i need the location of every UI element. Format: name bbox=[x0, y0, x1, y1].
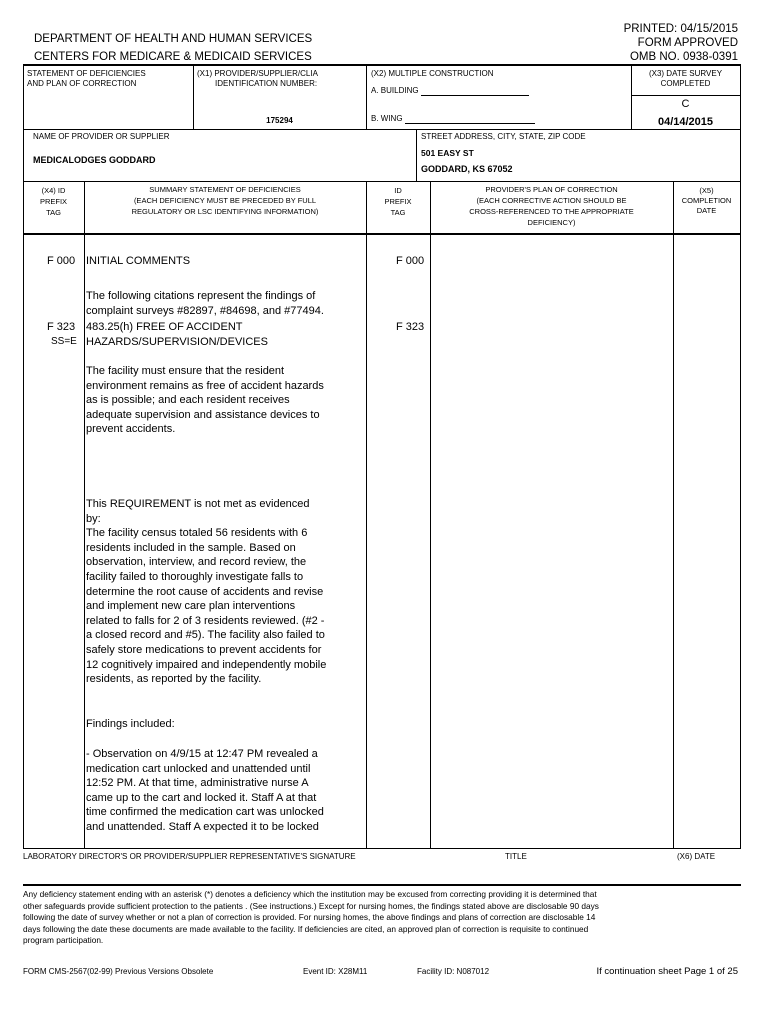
provider-name-label: NAME OF PROVIDER OR SUPPLIER bbox=[33, 132, 170, 141]
col-divider bbox=[366, 181, 367, 848]
rule bbox=[23, 233, 741, 235]
disclaimer-line: following the date of survey whether or not a plan of correction is provided. For nursing homes, the above findings and plans of correction are disclosable 14 bbox=[23, 912, 596, 923]
plan-header-4: DEFICIENCY) bbox=[527, 218, 576, 227]
x2-building-label: A. BUILDING bbox=[371, 86, 419, 95]
findings-included: Findings included: bbox=[86, 718, 175, 730]
x3-label-2: COMPLETED bbox=[660, 79, 711, 88]
x1-label-2: IDENTIFICATION NUMBER: bbox=[215, 79, 318, 88]
text-line: medication cart unlocked and unattended until bbox=[86, 762, 311, 775]
col-divider bbox=[430, 181, 431, 848]
text-line: residents, as reported by the facility. bbox=[86, 673, 262, 686]
facility-id: Facility ID: N087012 bbox=[417, 967, 490, 976]
plan-header-2: (EACH CORRECTIVE ACTION SHOULD BE bbox=[476, 196, 627, 205]
col-divider bbox=[673, 181, 674, 848]
not-met-text bbox=[86, 497, 348, 687]
text-line: The facility must ensure that the resident bbox=[86, 365, 285, 377]
rule bbox=[23, 848, 741, 849]
provider-name: MEDICALODGES GODDARD bbox=[33, 155, 156, 165]
address-label: STREET ADDRESS, CITY, STATE, ZIP CODE bbox=[421, 132, 586, 141]
statement-label-2: AND PLAN OF CORRECTION bbox=[27, 79, 137, 88]
x2-wing-label: B. WING bbox=[371, 114, 403, 123]
rule bbox=[23, 129, 741, 130]
text-line: residents included in the sample. Based on bbox=[86, 541, 296, 554]
provider-id: 175294 bbox=[266, 116, 293, 125]
x2-wing bbox=[371, 114, 535, 124]
city-state-zip: GODDARD, KS 67052 bbox=[421, 164, 513, 174]
f323-title bbox=[86, 320, 348, 349]
summary-header-1: SUMMARY STATEMENT OF DEFICIENCIES bbox=[149, 185, 301, 194]
text-line: related to falls for 2 of 3 residents reviewed. (#2 - bbox=[86, 614, 325, 627]
frame-left bbox=[23, 64, 24, 848]
text-line: a closed record and #5). The facility also failed to bbox=[86, 629, 325, 642]
text-line: time confirmed the medication cart was unlocked bbox=[86, 806, 324, 819]
text-line: and unattended. Staff A expected it to be locked bbox=[86, 820, 319, 833]
id-header-3: TAG bbox=[390, 208, 406, 217]
tag-f323: F 323 bbox=[47, 321, 76, 333]
text-line: complaint surveys #82897, #84698, and #77494. bbox=[86, 304, 324, 317]
text-line: This REQUIREMENT is not met as evidenced bbox=[86, 498, 310, 510]
observation-text bbox=[86, 747, 348, 835]
tag-f000: F 000 bbox=[47, 255, 76, 267]
frame-right bbox=[740, 64, 741, 848]
text-line: determine the root cause of accidents and revise bbox=[86, 585, 324, 598]
agency-line-2: CENTERS FOR MEDICARE & MEDICAID SERVICES bbox=[34, 51, 312, 63]
plan-header-1: PROVIDER'S PLAN OF CORRECTION bbox=[485, 185, 618, 194]
survey-date: 04/14/2015 bbox=[657, 116, 714, 128]
text-line: facility failed to thoroughly investigate falls to bbox=[86, 570, 304, 583]
rule bbox=[23, 181, 741, 182]
text-line: came up to the cart and locked it. Staff A at that bbox=[86, 791, 317, 804]
x3-label-1: (X3) DATE SURVEY bbox=[648, 69, 723, 78]
citations-text bbox=[86, 289, 348, 318]
event-id: Event ID: X28M11 bbox=[303, 967, 368, 976]
x5-header-3: DATE bbox=[696, 206, 717, 215]
x5-header-1: (X5) bbox=[699, 186, 714, 195]
text-line: observation, interview, and record review, the bbox=[86, 556, 307, 569]
street-address: 501 EASY ST bbox=[421, 148, 474, 158]
rule bbox=[631, 95, 740, 96]
disclaimer-line: Any deficiency statement ending with an asterisk (*) denotes a deficiency which the institution may be excused from correcting providing it is determined that bbox=[23, 889, 597, 899]
continuation-page: If continuation sheet Page 1 of 25 bbox=[596, 966, 738, 977]
text-line: The following citations represent the findings of bbox=[86, 290, 316, 302]
rule bbox=[23, 64, 741, 66]
signature-label: LABORATORY DIRECTOR'S OR PROVIDER/SUPPLIER REPRESENTATIVE'S SIGNATURE bbox=[23, 852, 356, 861]
form-approved: FORM APPROVED bbox=[637, 37, 738, 49]
omb-number: OMB NO. 0938-0391 bbox=[629, 51, 738, 63]
x1-label-1: (X1) PROVIDER/SUPPLIER/CLIA bbox=[197, 69, 318, 78]
date-label: (X6) DATE bbox=[677, 852, 716, 861]
text-line: safely store medications to prevent accidents for bbox=[86, 643, 322, 656]
tag-f323-right: F 323 bbox=[396, 321, 425, 333]
text-line: The facility census totaled 56 residents with 6 bbox=[86, 527, 308, 540]
rule bbox=[23, 884, 741, 886]
text-line: HAZARDS/SUPERVISION/DEVICES bbox=[86, 335, 268, 348]
text-line: 483.25(h) FREE OF ACCIDENT bbox=[86, 321, 243, 333]
text-line: adequate supervision and assistance devices to bbox=[86, 408, 320, 421]
plan-header-3: CROSS-REFERENCED TO THE APPROPRIATE bbox=[469, 207, 634, 216]
initial-comments: INITIAL COMMENTS bbox=[86, 255, 191, 267]
disclaimer-line: other safeguards provide sufficient protection to the patients . (See instructions.) Except for nursing homes, the findings stated above are disclosable 90 days bbox=[23, 900, 599, 911]
text-line: as is possible; and each resident receives bbox=[86, 394, 290, 407]
text-line: and implement new care plan interventions bbox=[86, 600, 296, 613]
summary-header-2: (EACH DEFICIENCY MUST BE PRECEDED BY FULL bbox=[133, 196, 317, 205]
id-header-2: PREFIX bbox=[384, 197, 412, 206]
x5-header-2: COMPLETION bbox=[681, 196, 732, 205]
x2-label: (X2) MULTIPLE CONSTRUCTION bbox=[371, 69, 494, 78]
text-line: prevent accidents. bbox=[86, 423, 176, 436]
wing-blank bbox=[405, 123, 535, 124]
x2-building bbox=[371, 86, 529, 96]
x4-header-2: PREFIX bbox=[39, 197, 68, 206]
x4-header-1: (X4) ID bbox=[41, 186, 66, 195]
disclaimer-line: days following the date these documents are made available to the facility. If deficiencies are cited, an approved plan of correction is requisite to continued bbox=[23, 923, 589, 934]
id-header-1: ID bbox=[394, 186, 402, 195]
statement-label-1: STATEMENT OF DEFICIENCIES bbox=[27, 69, 146, 78]
divider bbox=[366, 64, 367, 129]
summary-header-3: REGULATORY OR LSC IDENTIFYING INFORMATION) bbox=[131, 207, 319, 216]
text-line: by: bbox=[86, 512, 101, 525]
survey-letter: C bbox=[681, 98, 690, 110]
disclaimer bbox=[23, 889, 741, 947]
building-blank bbox=[421, 95, 529, 96]
text-line: environment remains as free of accident hazards bbox=[86, 379, 324, 392]
text-line: - Observation on 4/9/15 at 12:47 PM revealed a bbox=[86, 748, 318, 760]
x4-header-3: TAG bbox=[46, 208, 61, 217]
requirement-text bbox=[86, 364, 348, 437]
severity-scope: SS=E bbox=[51, 336, 77, 347]
text-line: 12:52 PM. At that time, administrative nurse A bbox=[86, 777, 309, 790]
divider bbox=[416, 129, 417, 181]
title-label: TITLE bbox=[505, 852, 527, 861]
form-number: FORM CMS-2567(02-99) Previous Versions Obsolete bbox=[23, 967, 214, 976]
tag-f000-right: F 000 bbox=[396, 255, 425, 267]
printed-date: PRINTED: 04/15/2015 bbox=[623, 23, 738, 35]
agency-line-1: DEPARTMENT OF HEALTH AND HUMAN SERVICES bbox=[34, 33, 313, 45]
disclaimer-line: program participation. bbox=[23, 935, 104, 946]
col-divider bbox=[84, 181, 85, 848]
text-line: 12 cognitively impaired and independently mobile bbox=[86, 658, 327, 671]
